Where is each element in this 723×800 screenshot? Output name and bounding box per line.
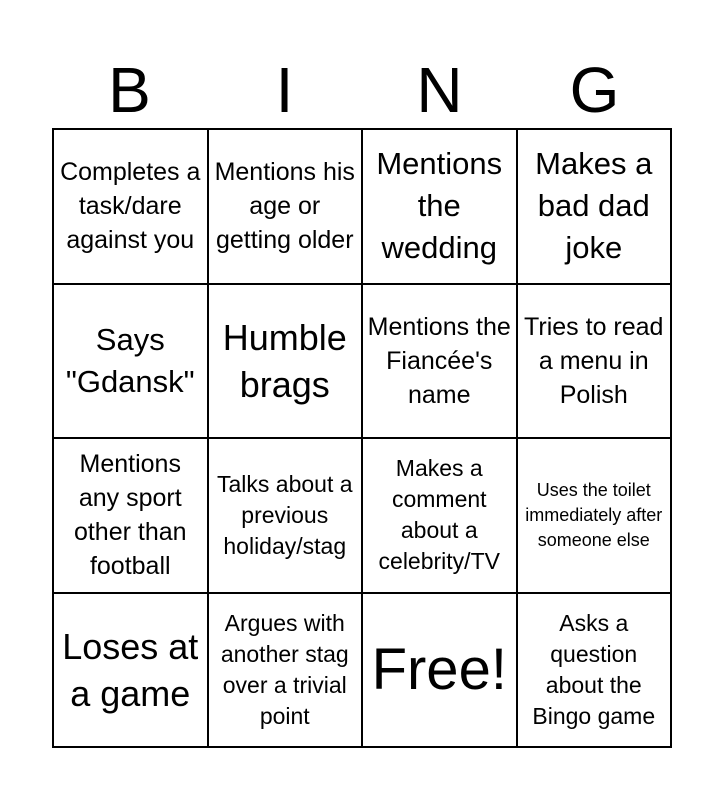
cell-text: Mentions the wedding (376, 146, 503, 266)
header-letter-i: I (275, 54, 294, 126)
bingo-cell-free[interactable] (363, 594, 518, 749)
cell-text: Makes a comment about a celebrity/TV (378, 455, 500, 575)
bingo-cell-11[interactable] (363, 439, 518, 594)
bingo-cell-4[interactable] (518, 130, 673, 285)
cell-text: Makes a bad dad joke (535, 146, 653, 266)
bingo-cell-3[interactable] (363, 130, 518, 285)
bingo-cell-12[interactable] (518, 439, 673, 594)
cell-text: Loses at a game (62, 625, 199, 714)
bingo-cell-5[interactable] (54, 285, 209, 440)
cell-text: Argues with another stag over a trivial point (220, 609, 349, 729)
cell-text: Says "Gdansk" (65, 321, 195, 399)
bingo-cell-1[interactable] (54, 130, 209, 285)
bingo-cell-16[interactable] (518, 594, 673, 749)
cell-text: Tries to read a menu in Polish (524, 312, 664, 409)
cell-text: Asks a question about the Bingo game (532, 609, 656, 729)
cell-text: Uses the toilet immediately after someone else (525, 479, 663, 550)
cell-text: Talks about a previous holiday/stag (216, 470, 353, 559)
bingo-cell-7[interactable] (363, 285, 518, 440)
bingo-card-grid (52, 128, 672, 748)
header-letter-b: B (108, 54, 151, 126)
bingo-header (52, 52, 672, 128)
cell-text: Completes a task/dare against you (60, 158, 201, 255)
bingo-cell-13[interactable] (54, 594, 209, 749)
bingo-cell-9[interactable] (54, 439, 209, 594)
bingo-cell-14[interactable] (209, 594, 364, 749)
bingo-cell-10[interactable] (209, 439, 364, 594)
header-letter-g: G (569, 54, 620, 126)
bingo-cell-6[interactable] (209, 285, 364, 440)
free-space-text: Free! (371, 636, 507, 702)
cell-text: Humble brags (222, 316, 347, 405)
cell-text: Mentions any sport other than football (73, 450, 187, 581)
header-letter-n: N (416, 54, 463, 126)
bingo-cell-8[interactable] (518, 285, 673, 440)
cell-text: Mentions the Fiancée's name (367, 312, 511, 409)
bingo-cell-2[interactable] (209, 130, 364, 285)
cell-text: Mentions his age or getting older (214, 158, 355, 255)
